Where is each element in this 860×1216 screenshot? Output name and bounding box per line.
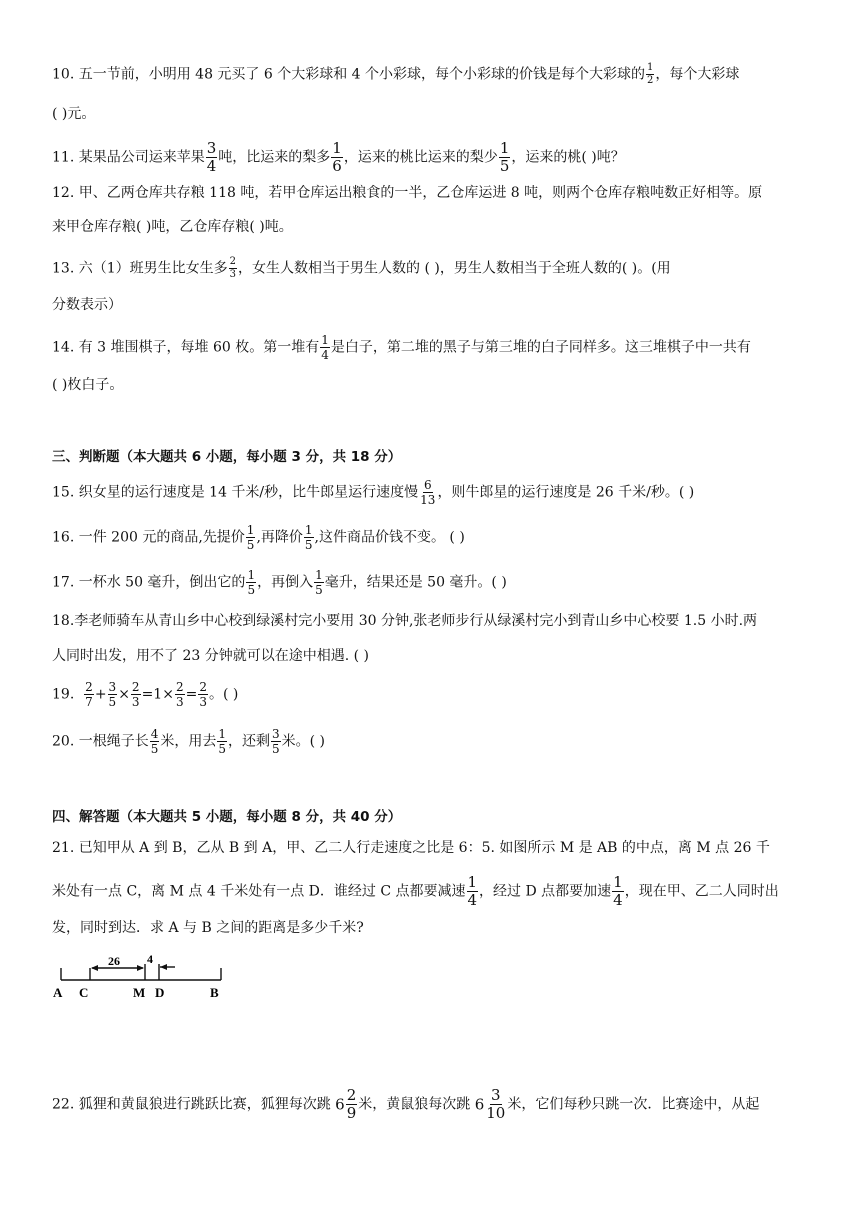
q17 bbox=[52, 569, 820, 596]
fraction bbox=[246, 524, 256, 551]
fraction-numerator: 2 bbox=[199, 680, 207, 694]
question-text: ，再倒入 bbox=[257, 574, 314, 591]
q19 bbox=[52, 681, 820, 708]
fraction bbox=[314, 569, 324, 596]
question-text: ,这件商品价钱不变。 ( ) bbox=[314, 529, 465, 546]
q10-line2 bbox=[52, 103, 820, 125]
fraction-denominator: 3 bbox=[199, 695, 207, 709]
fraction-numerator: 4 bbox=[150, 727, 159, 741]
arrow-head-right bbox=[137, 965, 144, 971]
fraction-denominator: 5 bbox=[246, 538, 255, 552]
q20 bbox=[52, 728, 820, 755]
question-text: 15. 织女星的运行速度是 14 千米/秒，比牛郎星运行速度慢 bbox=[52, 484, 419, 501]
question-text: + bbox=[94, 686, 107, 703]
question-text: ,再降价 bbox=[256, 529, 303, 546]
fraction-numerator: 3 bbox=[108, 680, 117, 694]
fraction-denominator: 4 bbox=[206, 157, 217, 175]
question-text: 19. bbox=[52, 686, 75, 703]
fraction-denominator: 4 bbox=[321, 348, 329, 362]
question-text: ，每个大彩球 bbox=[655, 66, 740, 83]
fraction bbox=[646, 63, 654, 86]
question-text: ，运来的桃比运来的梨少 bbox=[343, 149, 498, 166]
question-text: 21. 已知甲从 A 到 B，乙从 B 到 A，甲、乙二人行走速度之比是 6：5. 如图所示 M 是 AB 的中点，离 M 点 26 千 bbox=[52, 840, 770, 856]
fraction bbox=[206, 141, 218, 174]
question-text: 17. 一杯水 50 毫升，倒出它的 bbox=[52, 574, 246, 591]
fraction bbox=[271, 728, 281, 755]
question-text: 11. 某果品公司运来苹果 bbox=[52, 149, 205, 166]
label-M: M bbox=[133, 985, 146, 1000]
fraction-numerator: 1 bbox=[247, 568, 256, 582]
fraction-denominator: 9 bbox=[346, 1104, 357, 1122]
fraction bbox=[320, 334, 330, 361]
fraction-denominator: 4 bbox=[613, 891, 623, 909]
question-text: 16. 一件 200 元的商品,先提价 bbox=[52, 529, 245, 546]
fraction bbox=[84, 681, 94, 708]
q11 bbox=[52, 141, 820, 174]
question-text: 是白子，第二堆的黑子与第三堆的白子同样多。这三堆棋子中一共有 bbox=[330, 339, 751, 356]
q21-line2 bbox=[52, 875, 820, 908]
fraction-numerator: 2 bbox=[229, 256, 236, 267]
question-text: ( )枚白子。 bbox=[52, 377, 124, 393]
question-text: 米，黄鼠狼每次跳 bbox=[358, 1096, 475, 1113]
fraction-numerator: 2 bbox=[346, 1086, 357, 1104]
fraction-numerator: 6 bbox=[423, 478, 432, 492]
question-text: 来甲仓库存粮( )吨，乙仓库存粮( )吨。 bbox=[52, 219, 293, 235]
fraction bbox=[246, 569, 256, 596]
fraction bbox=[175, 681, 185, 708]
question-text: ，现在甲、乙二人同时出 bbox=[624, 883, 779, 900]
fraction-denominator: 5 bbox=[150, 742, 159, 756]
label-A: A bbox=[53, 985, 63, 1000]
fraction-numerator: 1 bbox=[647, 62, 654, 73]
fraction-denominator: 10 bbox=[486, 1104, 506, 1122]
fraction-numerator: 3 bbox=[491, 1086, 501, 1104]
section-title-solution: 四、解答题（本大题共 5 小题，每小题 8 分，共 40 分） bbox=[52, 809, 402, 825]
question-text: 吨，比运来的梨多 bbox=[218, 149, 331, 166]
fraction bbox=[499, 141, 511, 174]
fraction bbox=[217, 728, 227, 755]
fraction-denominator: 7 bbox=[85, 695, 93, 709]
fraction-numerator: 2 bbox=[131, 680, 140, 694]
arrow-head-left bbox=[91, 965, 98, 971]
q18-line2 bbox=[52, 645, 820, 667]
q10-line1 bbox=[52, 63, 820, 86]
fraction-denominator: 5 bbox=[108, 695, 117, 709]
question-text: 13. 六（1）班男生比女生多 bbox=[52, 260, 228, 277]
question-text: 米，用去 bbox=[160, 733, 217, 750]
fraction-denominator: 5 bbox=[272, 742, 280, 756]
q18-line1 bbox=[52, 610, 820, 632]
question-text: 毫升，结果还是 50 毫升。( ) bbox=[324, 574, 507, 591]
q14-line1 bbox=[52, 334, 820, 361]
fraction-denominator: 3 bbox=[175, 695, 184, 709]
fraction-denominator: 4 bbox=[467, 891, 478, 909]
fraction-numerator: 2 bbox=[175, 680, 184, 694]
question-text: =1× bbox=[141, 686, 174, 703]
fraction-denominator: 5 bbox=[304, 538, 313, 552]
fraction-numerator: 1 bbox=[304, 523, 313, 537]
q15 bbox=[52, 479, 820, 506]
question-text: ( )元。 bbox=[52, 106, 96, 122]
question-text: ，经过 D 点都要加速 bbox=[479, 883, 612, 900]
fraction bbox=[108, 681, 118, 708]
question-text: ，女生人数相当于男生人数的 ( )，男生人数相当于全班人数的( )。(用 bbox=[238, 260, 671, 277]
section-title-judgement: 三、判断题（本大题共 6 小题，每小题 3 分，共 18 分） bbox=[52, 449, 402, 465]
arrow-4-head bbox=[160, 964, 167, 970]
fraction-numerator: 1 bbox=[613, 873, 623, 891]
q16 bbox=[52, 524, 820, 551]
question-text: 10. 五一节前，小明用 48 元买了 6 个大彩球和 4 个小彩球，每个小彩球的价钱是每个大彩球的 bbox=[52, 66, 646, 83]
question-text: 米，它们每秒只跳一次．比赛途中，从起 bbox=[507, 1096, 760, 1113]
fraction-numerator: 1 bbox=[315, 568, 323, 582]
question-text: 分数表示） bbox=[52, 297, 122, 313]
fraction bbox=[346, 1088, 358, 1121]
fraction-denominator: 13 bbox=[420, 493, 436, 507]
label-B: B bbox=[210, 985, 219, 1000]
label-C: C bbox=[79, 985, 89, 1000]
q12-line1 bbox=[52, 182, 820, 204]
q22 bbox=[52, 1088, 820, 1121]
question-text: 20. 一根绳子长 bbox=[52, 733, 149, 750]
mixed-number-whole: 6 bbox=[474, 1095, 485, 1114]
fraction bbox=[331, 141, 343, 174]
fraction-numerator: 1 bbox=[246, 523, 255, 537]
question-text: 12. 甲、乙两仓库共存粮 118 吨，若甲仓库运出粮食的一半，乙仓库运进 8 吨，则两个仓库存粮吨数正好相等。原 bbox=[52, 185, 763, 201]
q14-line2 bbox=[52, 374, 820, 396]
q21-line1 bbox=[52, 837, 820, 859]
fraction bbox=[198, 681, 208, 708]
fraction bbox=[612, 875, 624, 908]
question-text: 18.李老师骑车从青山乡中心校到绿溪村完小要用 30 分钟,张老师步行从绿溪村完小到青山乡中心校要 1.5 小时.两 bbox=[52, 613, 758, 629]
label-26: 26 bbox=[108, 954, 120, 968]
question-text: 22. 狐狸和黄鼠狼进行跳跃比赛，狐狸每次跳 bbox=[52, 1096, 336, 1113]
question-text: 。( ) bbox=[208, 686, 239, 703]
fraction-denominator: 5 bbox=[247, 583, 256, 597]
fraction-denominator: 6 bbox=[332, 157, 342, 175]
question-text: 米处有一点 C，离 M 点 4 千米处有一点 D．谁经过 C 点都要减速 bbox=[52, 883, 466, 900]
fraction-numerator: 3 bbox=[206, 139, 217, 157]
question-text: 米。( ) bbox=[281, 733, 326, 750]
fraction bbox=[467, 875, 479, 908]
fraction-denominator: 5 bbox=[315, 583, 323, 597]
question-text: × bbox=[118, 686, 130, 703]
question-text: ，还剩 bbox=[228, 733, 270, 750]
question-text: 发，同时到达．求 A 与 B 之间的距离是多少千米? bbox=[52, 920, 364, 936]
fraction-numerator: 3 bbox=[272, 727, 280, 741]
fraction-numerator: 1 bbox=[321, 333, 329, 347]
label-4: 4 bbox=[147, 952, 153, 966]
fraction bbox=[150, 728, 160, 755]
fraction bbox=[485, 1088, 506, 1121]
fraction-denominator: 3 bbox=[131, 695, 140, 709]
fraction-denominator: 2 bbox=[647, 75, 654, 86]
fraction bbox=[131, 681, 141, 708]
q12-line2 bbox=[52, 216, 820, 238]
label-D: D bbox=[155, 985, 165, 1000]
fraction bbox=[419, 479, 436, 506]
question-text: = bbox=[185, 686, 198, 703]
fraction-numerator: 1 bbox=[467, 873, 478, 891]
fraction-numerator: 2 bbox=[85, 680, 93, 694]
fraction-numerator: 1 bbox=[332, 139, 342, 157]
fraction bbox=[304, 524, 314, 551]
question-text: 人同时出发，用不了 23 分钟就可以在途中相遇. ( ) bbox=[52, 648, 369, 664]
question-text: ，则牛郎星的运行速度是 26 千米/秒。( ) bbox=[437, 484, 695, 501]
fraction-denominator: 3 bbox=[229, 269, 236, 280]
q13-line1 bbox=[52, 257, 820, 280]
fraction-numerator: 1 bbox=[499, 139, 510, 157]
fraction-denominator: 5 bbox=[218, 742, 226, 756]
fraction-numerator: 1 bbox=[218, 727, 226, 741]
q13-line2 bbox=[52, 294, 820, 316]
q21-line3 bbox=[52, 917, 820, 939]
segment-diagram bbox=[50, 950, 240, 1002]
question-text: 14. 有 3 堆围棋子，每堆 60 枚。第一堆有 bbox=[52, 339, 320, 356]
question-text: ，运来的桃( )吨？ bbox=[511, 149, 625, 166]
fraction-denominator: 5 bbox=[499, 157, 510, 175]
mixed-number-whole: 6 bbox=[335, 1095, 345, 1114]
fraction bbox=[229, 257, 237, 280]
